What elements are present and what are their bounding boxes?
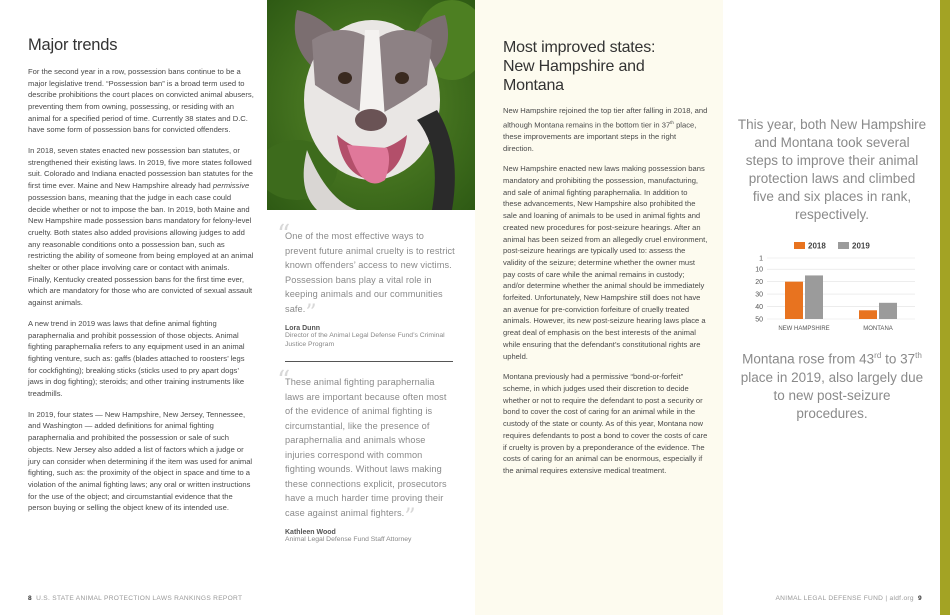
pull-quote (277, 220, 455, 326)
paragraph: Montana previously had a permissive “bond-or-forfeit” scheme, in which judges used their discretion to decide whether or not to require the defendant to post a security or bond to cover the cost of caring for an animal while in the custody of the state or county. As of this year, Montana now requires defendants to post a bond to cover the costs of care if cruelty is proven by a preponderance of the evidence. The costs of caring for an animal can be enormous, especially if the animal requires extensive medical treatment. (503, 372, 708, 475)
quote-author-title: Animal Legal Defense Fund Staff Attorney (285, 536, 412, 543)
paragraph: A new trend in 2019 was laws that define animal fighting paraphernalia and prohibit possession of those objects. Animal fighting paraphernalia refers to any equipment used in an animal fighting venture, such as: gaffs (blades attached to roosters’ legs for cockfighting); breaking sticks (sticks used to pry apart dogs’ jaws in dog fighting); steroids; and other training instruments like treadmills. (28, 318, 245, 399)
divider (285, 361, 453, 362)
chart-legend (794, 242, 870, 251)
footer-right (775, 595, 922, 602)
quote-author: Lora Dunn (285, 325, 320, 332)
close-quote-icon: ” (404, 504, 416, 530)
ordinal-suffix: th (915, 351, 922, 360)
callout-1: This year, both New Hampshire and Montana took several steps to improve their animal protection laws and climbed five and six places in rank, respectively. (737, 117, 927, 222)
x-tick-label: NEW HAMPSHIRE (778, 326, 830, 332)
ordinal-suffix: rd (874, 351, 882, 360)
callout-2 (737, 347, 927, 423)
legend-swatch-2018 (794, 242, 805, 249)
heading-line-1: Most improved states: (503, 39, 656, 56)
bar-montana-2018 (859, 310, 877, 319)
legend-label-2019: 2019 (852, 241, 870, 251)
quote-author: Kathleen Wood (285, 529, 336, 536)
chart-y-ticks (755, 256, 763, 324)
left-column (28, 36, 254, 523)
paragraph: New Hampshire rejoined the top tier after falling in 2018, and although Montana remains in the bottom tier in 37th place, these improvements are important steps in the right direction. (503, 106, 708, 153)
footer-title: ANIMAL LEGAL DEFENSE FUND | aldf.org (775, 595, 914, 602)
legend-swatch-2019 (838, 242, 849, 249)
open-quote-icon: “ (277, 366, 291, 396)
page-number: 9 (918, 595, 922, 602)
y-tick-label: 20 (755, 279, 763, 287)
bar-montana-2019 (879, 303, 897, 319)
most-improved-heading (503, 38, 708, 95)
right-main-column (503, 38, 708, 486)
paragraph: In 2018, seven states enacted new possession ban statutes, or strengthened their existing laws. In 2019, five more states followed suit. Colorado and Indiana enacted possession ban statutes for the first time ever. Maine and New Hampshire already had permissive possession bans, meaning that the judge in each case could decide whether or not to impose the ban. In 2019, both Maine and New Hampshire made possession bans mandatory for felony-level cruelty. Both states also added provisions allowing judges to add any reasonable conditions onto a possession ban, such as restricting the ability of someone from being employed at an animal shelter or other place involving care or contact with animals. Finally, Kentucky created possession bans for the first time ever, which are mandatory for those who are convicted of sexual assault against animals. (28, 146, 254, 308)
paragraph: New Hampshire enacted new laws making possession bans mandatory and prohibiting the possession, manufacturing, and sale of animal fighting paraphernalia. In addition to these advancements, New Hampshire also prohibited the sale and loaning of animals to be used in animal fights and created new procedures for post-seizure hearings. After an animal has been seized from an allegedly cruel environment, post-seizure hearings are typically used to: assess the validity of the seizure; determine whether the owner must pay costs of care while the animal remains in custody; and/or determine whether the animal should be immediately forfeited. Unfortunately, New Hampshire still does not have an avenue for pre-conviction forfeiture of cruelly treated animals. However, its new post-seizure hearing laws place a great deal of emphasis on the best interests of the animal while ensuring that the defendant’s constitutional rights are upheld. (503, 164, 708, 361)
right-body-text (503, 105, 708, 477)
callout-2-part-c: place in 2019, also largely due to new post-seizure procedures. (740, 369, 924, 421)
page-number: 8 (28, 595, 32, 602)
y-tick-label: 30 (755, 291, 763, 299)
green-edge-bar (940, 0, 950, 615)
y-tick-label: 10 (755, 266, 763, 274)
rank-bar-chart (747, 238, 917, 338)
open-quote-icon: “ (277, 220, 291, 250)
heading-line-2: New Hampshire and Montana (503, 58, 645, 94)
left-body-text (28, 66, 254, 514)
sidebar (723, 0, 940, 615)
bar-new-hampshire-2019 (805, 275, 823, 319)
quote-block-1 (277, 220, 455, 350)
pull-quote (277, 366, 455, 530)
quote-text: These animal fighting paraphernalia laws are important because often most of the evidence of animal fighting is circumstantial, like the presence of paraphernalia and animals whose injuries correspond with common fighting wounds. Without laws making these connections explicit, prosecutors have a much harder time proving their case against animal fighters. (285, 377, 447, 518)
bar-new-hampshire-2018 (785, 282, 803, 319)
chart-bars (785, 275, 897, 319)
close-quote-icon: ” (305, 300, 317, 326)
chart-x-labels (778, 326, 892, 332)
y-tick-label: 40 (755, 304, 763, 312)
major-trends-heading: Major trends (28, 36, 118, 54)
y-tick-label: 50 (755, 316, 763, 324)
y-tick-label: 1 (759, 255, 763, 263)
paragraph: For the second year in a row, possession bans continue to be a major legislative trend. “Possession ban” is a broad term used to describe prohibitions the court places on convicted animal abusers, preventing them from owning, possessing, or residing with an animal for a specified period of time. Currently 38 states and D.C. have some form of possession bans for convicted offenders. (28, 66, 254, 135)
paragraph: In 2019, four states — New Hampshire, New Jersey, Tennessee, and Washington — added definitions for animal fighting paraphernalia and prohibited the possession or sale of such objects. New Jersey also added a list of factors which a judge or jury can consider when determining if the item was used for animal fighting, such as: the proximity of the object in space and time to a violation of the animal fighting laws; any oral or written instructions for the use of the object; and circumstantial evidence that the person buying or selling the object knew of its intended use. (28, 409, 253, 513)
dog-photo (267, 0, 475, 210)
quote-author-title: Director of the Animal Legal Defense Fund’s Criminal Justice Program (285, 332, 445, 348)
footer-left (28, 595, 242, 602)
callout-2-part-b: to 37 (881, 351, 916, 367)
quote-block-2 (277, 366, 455, 545)
footer-title: U.S. STATE ANIMAL PROTECTION LAWS RANKINGS REPORT (36, 595, 243, 602)
quote-text: One of the most effective ways to prevent future animal cruelty is to restrict known offenders’ access to new victims. Possession bans play a vital role in keeping animals and our communities safe. (285, 231, 455, 314)
dog-illustration (267, 0, 475, 210)
x-tick-label: MONTANA (863, 326, 893, 332)
legend-label-2018: 2018 (808, 241, 826, 251)
callout-2-part-a: Montana rose from 43 (742, 351, 875, 367)
